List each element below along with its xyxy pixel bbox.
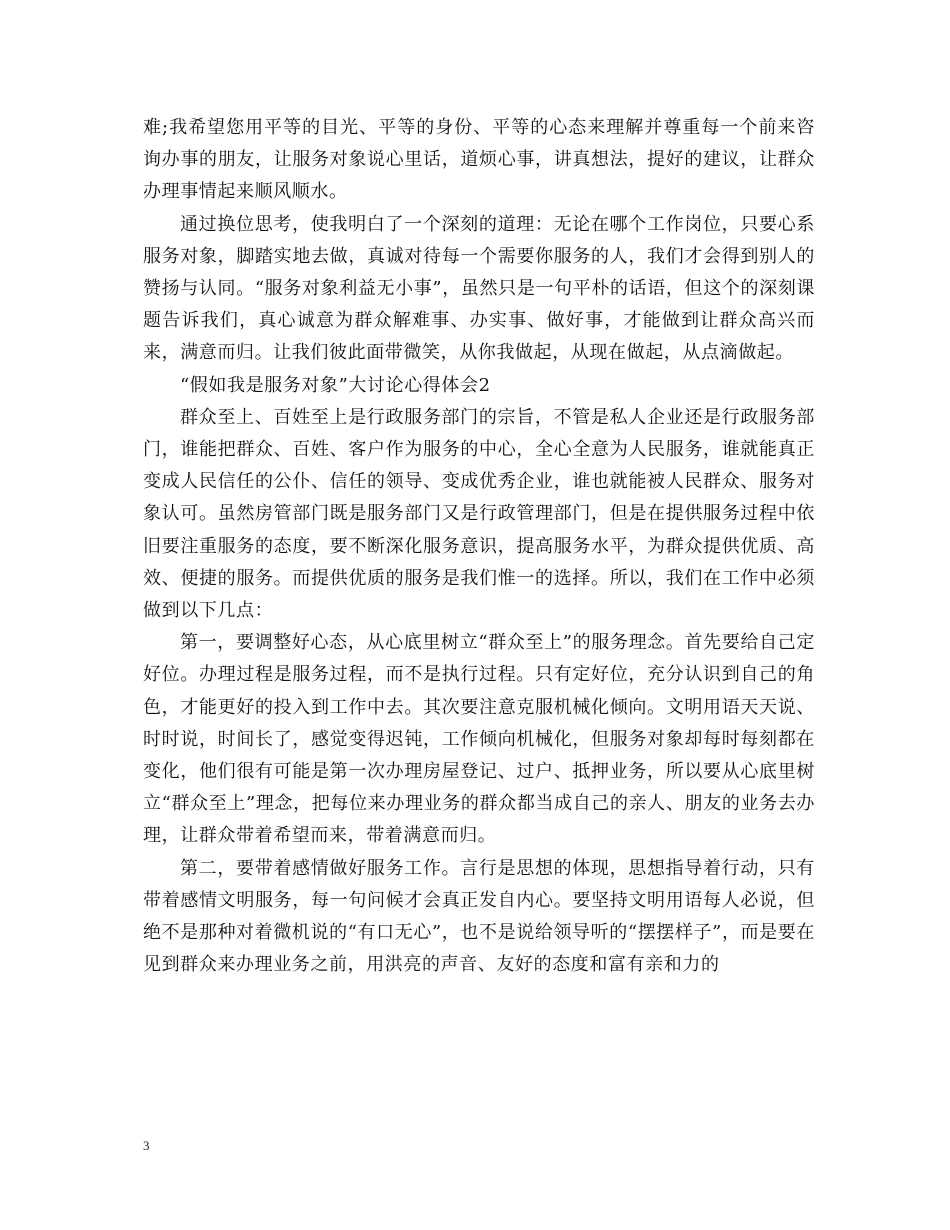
- document-body: [143, 112, 815, 981]
- paragraph-2: 通过换位思考，使我明白了一个深刻的道理：无论在哪个工作岗位，只要心系服务对象，脚踏实地去做，真诚对待每一个需要你服务的人，我们才会得到别人的赞扬与认同。“服务对象利益无小事”，虽然只是一句平朴的话语，但这个的深刻课题告诉我们，真心诚意为群众解难事、办实事、做好事，才能做到让群众高兴而来，满意而归。让我们彼此面带微笑，从你我做起，从现在做起，从点滴做起。: [143, 213, 815, 364]
- section-heading: “假如我是服务对象”大讨论心得体会2: [180, 374, 491, 396]
- paragraph-5: 第二，要带着感情做好服务工作。言行是思想的体现，思想指导着行动，只有带着感情文明服务，每一句问候才会真正发自内心。要坚持文明用语每人必说，但绝不是那种对着微机说的“有口无心”，也不是说给领导听的“摆摆样子”，而是要在见到群众来办理业务之前，用洪亮的声音、友好的态度和富有亲和力的: [143, 857, 815, 976]
- page-number: 3: [143, 1138, 150, 1153]
- paragraph-4: 第一，要调整好心态，从心底里树立“群众至上”的服务理念。首先要给自己定好位。办理过程是服务过程，而不是执行过程。只有定好位，充分认识到自己的角色，才能更好的投入到工作中去。其次要注意克服机械化倾向。文明用语天天说、时时说，时间长了，感觉变得迟钝，工作倾向机械化，但服务对象却每时每刻都在变化，他们很有可能是第一次办理房屋登记、过户、抵押业务，所以要从心底里树立“群众至上”理念，把每位来办理业务的群众都当成自己的亲人、朋友的业务去办理，让群众带着希望而来，带着满意而归。: [143, 632, 815, 847]
- paragraph-1: 难;我希望您用平等的目光、平等的身份、平等的心态来理解并尊重每一个前来咨询办事的朋友，让服务对象说心里话，道烦心事，讲真想法，提好的建议，让群众办理事情起来顺风顺水。: [143, 117, 815, 203]
- paragraph-3: 群众至上、百姓至上是行政服务部门的宗旨，不管是私人企业还是行政服务部门，谁能把群众、百姓、客户作为服务的中心，全心全意为人民服务，谁就能真正变成人民信任的公仆、信任的领导、变成优秀企业，谁也就能被人民群众、服务对象认可。虽然房管部门既是服务部门又是行政管理部门，但是在提供服务过程中依旧要注重服务的态度，要不断深化服务意识，提高服务水平，为群众提供优质、高效、便捷的服务。而提供优质的服务是我们惟一的选择。所以，我们在工作中必须做到以下几点：: [143, 406, 815, 622]
